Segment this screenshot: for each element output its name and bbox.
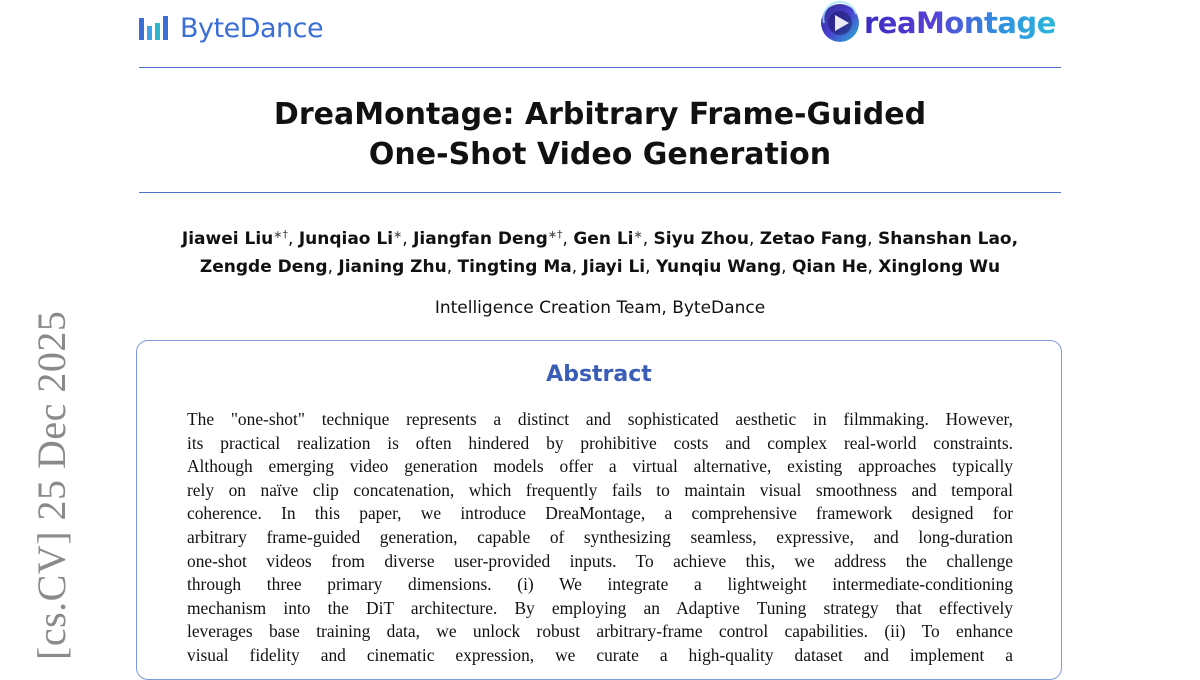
author-trailing-comma: , bbox=[1011, 229, 1019, 249]
author-marks: ∗† bbox=[273, 228, 288, 241]
author-marks: ∗ bbox=[633, 228, 643, 241]
abstract-line: arbitrary frame-guided generation, capable of synthesizing seamless, expressive, and long-duration bbox=[187, 526, 1013, 547]
bytedance-bars-icon bbox=[138, 15, 172, 41]
abstract-line: coherence. In this paper, we introduce DreaMontage, a comprehensive framework designed for bbox=[187, 503, 1013, 524]
author-line: Jiawei Liu∗†, Junqiao Li∗, Jiangfan Deng∗†, Gen Li∗, Siyu Zhou, Zetao Fang, Shanshan Lao, bbox=[181, 228, 1019, 249]
author-name: Zetao Fang bbox=[759, 229, 868, 249]
abstract-heading: Abstract bbox=[546, 362, 652, 387]
abstract-line: rely on naïve clip concatenation, which frequently fails to maintain visual smoothness and temporal bbox=[187, 479, 1013, 500]
abstract-box bbox=[136, 340, 1062, 680]
author-name: Junqiao Li bbox=[298, 229, 394, 249]
author-name: Tingting Ma bbox=[457, 257, 572, 277]
author-name: Jiawei Liu bbox=[181, 229, 274, 249]
paper-title-line: One-Shot Video Generation bbox=[368, 137, 832, 172]
abstract-line: mechanism into the DiT architecture. By employing an Adaptive Tuning strategy that effectively bbox=[187, 597, 1013, 618]
author-name: Jiayi Li bbox=[582, 257, 646, 277]
author-name: Zengde Deng bbox=[199, 257, 328, 277]
author-name: Shanshan Lao bbox=[877, 229, 1012, 249]
affiliation: Intelligence Creation Team, ByteDance bbox=[434, 298, 766, 318]
author-marks: ∗† bbox=[547, 228, 563, 241]
author-list bbox=[139, 225, 1061, 281]
abstract-body bbox=[187, 408, 1013, 668]
dreamontage-logo-text: reaMontage bbox=[864, 6, 1056, 40]
author-name: Xinglong Wu bbox=[878, 257, 1001, 277]
abstract-line: one-shot videos from diverse user-provided inputs. To achieve this, we address the challenge bbox=[187, 550, 1013, 571]
paper-title bbox=[139, 95, 1061, 175]
abstract-line: its practical realization is often hindered by prohibitive costs and complex real-world constraints. bbox=[187, 432, 1013, 453]
author-name: Jiangfan Deng bbox=[413, 229, 548, 249]
author-marks: ∗ bbox=[393, 228, 403, 241]
arxiv-side-stamp: [cs.CV] 25 Dec 2025 bbox=[29, 310, 74, 660]
abstract-line: through three primary dimensions. (i) We integrate a lightweight intermediate-conditioning bbox=[187, 574, 1013, 595]
paper-title-line: DreaMontage: Arbitrary Frame-Guided bbox=[273, 97, 927, 132]
author-name: Yunqiu Wang bbox=[655, 257, 782, 277]
author-name: Siyu Zhou bbox=[653, 229, 749, 249]
bytedance-logo-text: ByteDance bbox=[180, 12, 324, 44]
abstract-line: visual fidelity and cinematic expression, we curate a high-quality dataset and implement a bbox=[187, 644, 1013, 665]
abstract-line: Although emerging video generation models offer a virtual alternative, existing approaches typically bbox=[187, 456, 1013, 477]
author-name: Qian He bbox=[791, 257, 868, 277]
header-divider bbox=[139, 67, 1061, 68]
bytedance-logo bbox=[138, 10, 323, 46]
title-divider bbox=[139, 192, 1061, 193]
author-name: Gen Li bbox=[573, 229, 634, 249]
dreamontage-emblem-icon bbox=[818, 0, 868, 46]
author-line: Zengde Deng, Jianing Zhu, Tingting Ma, Jiayi Li, Yunqiu Wang, Qian He, Xinglong Wu bbox=[199, 257, 1001, 277]
abstract-line: The "one-shot" technique represents a distinct and sophisticated aesthetic in filmmaking. However, bbox=[187, 409, 1013, 429]
abstract-line: leverages base training data, we unlock robust arbitrary-frame control capabilities. (ii) To enhance bbox=[187, 621, 1013, 642]
dreamontage-logo bbox=[818, 0, 1056, 46]
author-name: Jianing Zhu bbox=[338, 257, 447, 277]
